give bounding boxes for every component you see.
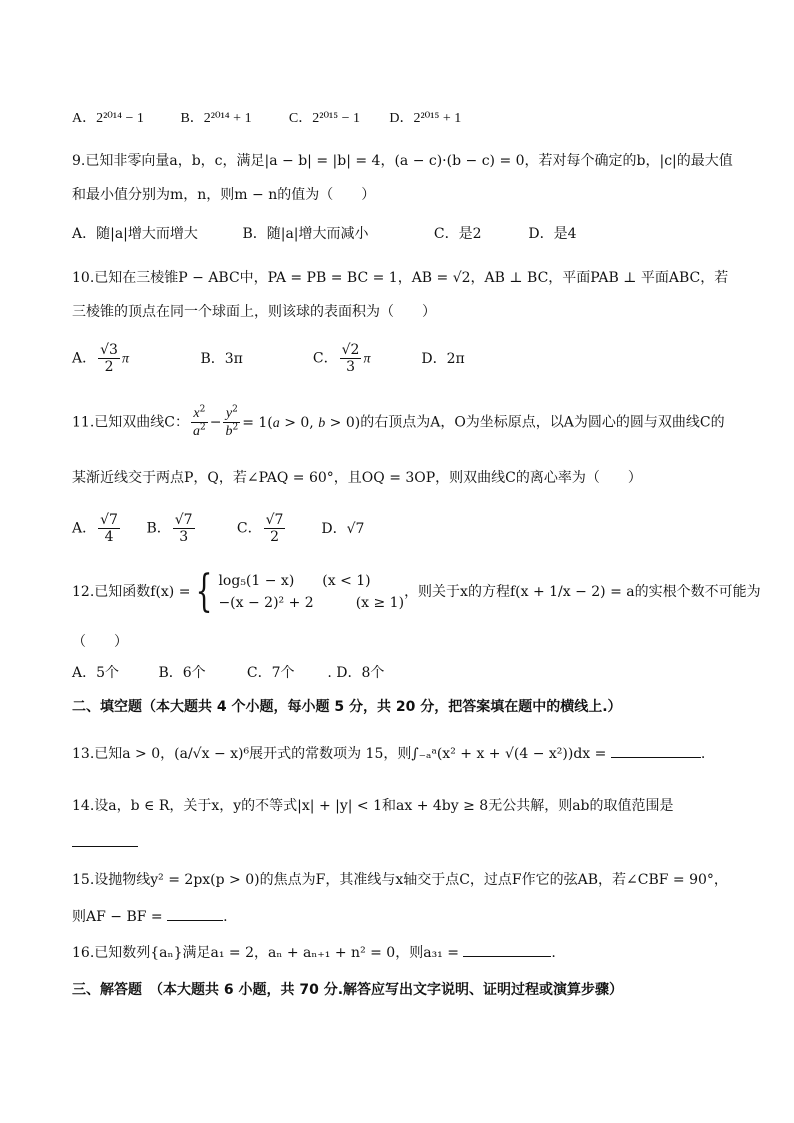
q9-line2: 和最小值分别为m，n，则m − n的值为（ ） [72, 187, 376, 203]
q16-line [72, 942, 556, 963]
q15-line2 [72, 906, 228, 927]
q10-option-a-den: 2 [104, 359, 114, 375]
q12-piecewise [218, 570, 404, 614]
q11-option-c-num: √7 [265, 512, 284, 528]
q11-option-c [237, 512, 317, 545]
q12-brace: { [196, 566, 213, 617]
q12-option-c: C．7个 [246, 665, 295, 681]
q10-option-d: D．2π [421, 350, 465, 367]
q12-line1 [72, 566, 761, 617]
q10-option-a-label: A． [72, 350, 97, 367]
q11-line2: 某渐近线交于两点P，Q，若∠PAQ = 60°，且OQ = 3OP，则双曲线C的离心率为（ ） [72, 470, 642, 486]
q13-text: 13.已知a > 0，(a/√x − x)⁶展开式的常数项为 15，则∫₋ₐᵃ(x² + x + √(4 − x²))dx = [72, 746, 607, 762]
q12-case2: −(x − 2)² + 2 (x ≥ 1) [218, 595, 405, 611]
q9-option-c: C．是2 [433, 226, 482, 242]
section-2-heading: 二、填空题（本大题共 4 个小题，每小题 5 分，共 20 分，把答案填在题中的横线上.） [72, 699, 622, 715]
q12-option-a: A．5个 [72, 665, 120, 681]
q12-option-b: B．6个 [158, 665, 206, 681]
q8-option-d: D．2²⁰¹⁵ + 1 [389, 111, 462, 126]
q15-end: . [223, 909, 228, 925]
q16-text: 16.已知数列{aₙ}满足a₁ = 2，aₙ + aₙ₊₁ + n² = 0，则a₃₁ = [72, 945, 459, 961]
q13-answer-blank[interactable] [611, 743, 701, 758]
q11-option-c-den: 2 [270, 529, 279, 545]
q12-case1: log₅(1 − x) (x < 1) [218, 573, 371, 589]
q9-option-a: A．随|a|增大而增大 [72, 226, 198, 242]
q10-option-c-num: √2 [341, 342, 360, 358]
q12-post: ，则关于x的方程f(x + 1/x − 2) = a的实根个数不可能为 [404, 584, 761, 600]
q15-text: 则AF − BF = [72, 909, 163, 925]
q11-line1: 11.已知双曲线C： $\frac{x^2}{a^2}$ − $\frac{y^2}{b^2}$ = 1(a > 0, b > 0)的右顶点为A，O为坐标原点，以A为圆心的圆与双曲线C的 [72, 404, 725, 439]
q13-end: . [700, 746, 706, 762]
q10-option-b: B．3π [200, 350, 243, 367]
q11-option-d: D．√7 [321, 520, 365, 537]
q11-post: 的右顶点为A，O为坐标原点，以A为圆心的圆与双曲线C的 [360, 414, 725, 431]
q11-option-a-den: 4 [104, 529, 114, 545]
section-3-heading: 三、解答题 （本大题共 6 小题，共 70 分.解答应写出文字说明、证明过程或演算步骤） [72, 982, 624, 998]
q11-frac-x: $\frac{x^2}{a^2}$ [192, 404, 206, 439]
q11-option-a-num: √7 [100, 512, 118, 528]
q11-option-a-label: A． [72, 520, 97, 537]
q10-option-c-label: C． [312, 350, 338, 367]
q8-options [72, 108, 461, 129]
q16-end: . [551, 945, 556, 961]
q9-line1: 9.已知非零向量a，b，c，满足|a − b| = |b| = 4，(a − c)·(b − c) = 0，若对每个确定的b，|c|的最大值 [72, 153, 733, 169]
q11-option-c-label: C． [236, 520, 262, 537]
q14-answer-blank[interactable] [72, 832, 138, 847]
q11-pre: 11.已知双曲线C： [72, 414, 189, 431]
q9-option-d: D．是4 [528, 226, 577, 242]
q12-options [72, 663, 384, 683]
q12-line2: （ ） [72, 634, 128, 650]
q10-line1: 10.已知在三棱锥P − ABC中，PA = PB = BC = 1，AB = √2，AB ⊥ BC，平面PAB ⊥ 平面ABC，若 [72, 270, 729, 286]
q10-options [72, 342, 465, 375]
q11-frac-y: $\frac{y^2}{b^2}$ [225, 404, 239, 439]
q9-option-b: B．随|a|增大而减小 [242, 226, 369, 242]
q10-option-a: A． $\frac{√3}{2}$ π [72, 342, 129, 375]
q8-option-b: B．2²⁰¹⁴ + 1 [180, 111, 252, 126]
q11-option-b-num: √7 [174, 512, 193, 528]
q11-options [72, 512, 364, 545]
q10-option-c: C． $\frac{√2}{3}$ π [312, 342, 371, 375]
q11-option-b-den: 3 [179, 529, 189, 545]
q8-option-c: C．2²⁰¹⁵ − 1 [288, 111, 361, 126]
q9-options [72, 224, 577, 244]
q12-option-d: . D．8个 [327, 665, 385, 681]
q16-answer-blank[interactable] [463, 942, 551, 957]
q8-option-a: A．2²⁰¹⁴ − 1 [72, 111, 144, 126]
q14-line2 [72, 832, 138, 853]
q15-line1: 15.设抛物线y² = 2px(p > 0)的焦点为F，其准线与x轴交于点C，过点F作它的弦AB，若∠CBF = 90°， [72, 872, 728, 888]
q14-line1: 14.设a，b ∈ R，关于x，y的不等式|x| + |y| < 1和ax + 4by ≥ 8无公共解，则ab的取值范围是 [72, 798, 674, 814]
q11-option-b [146, 512, 232, 545]
q11-option-b-label: B． [146, 520, 171, 537]
q11-option-a [72, 512, 142, 545]
q13-line [72, 743, 705, 764]
q15-answer-blank[interactable] [167, 906, 223, 921]
q10-option-c-den: 3 [346, 359, 355, 375]
q10-line2: 三棱锥的顶点在同一个球面上，则该球的表面积为（ ） [72, 304, 436, 320]
q10-option-a-num: √3 [100, 342, 118, 358]
q12-pre: 12.已知函数f(x) = [72, 584, 191, 600]
